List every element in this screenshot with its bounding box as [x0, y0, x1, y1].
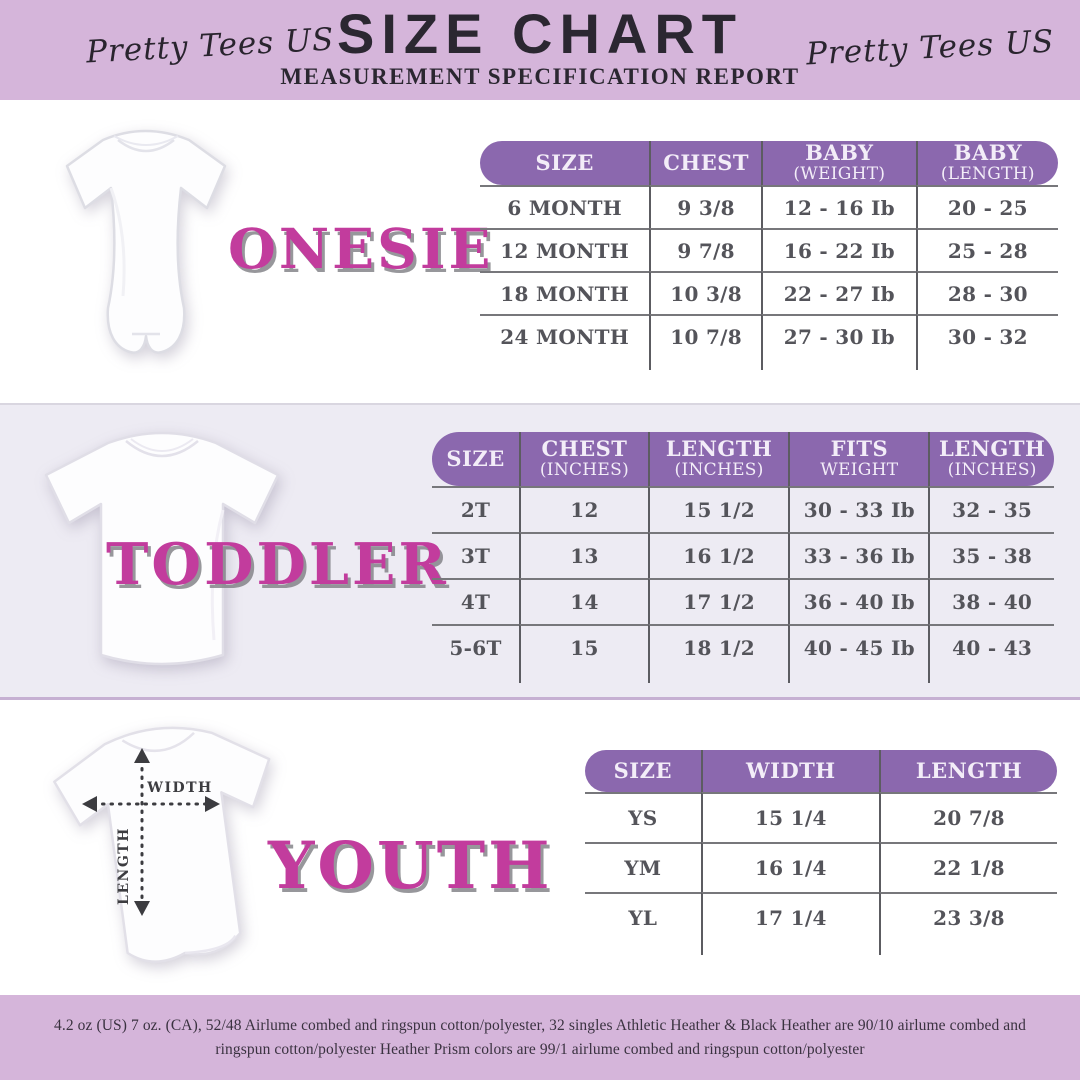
table-cell: 18 MONTH: [480, 271, 649, 314]
table-cell: 16 1/4: [701, 842, 879, 892]
table-cell: 28 - 30: [916, 271, 1058, 314]
onesie-table: [480, 141, 1058, 370]
onesie-label: ONESIE: [228, 216, 494, 281]
table-cell: 20 7/8: [879, 792, 1057, 842]
table-cell: 40 - 45 Ib: [788, 624, 928, 670]
table-header-cell: SIZE: [535, 149, 594, 175]
table-header-cell: BABY (LENGTH): [916, 141, 1058, 185]
table-cell: 17 1/4: [701, 892, 879, 942]
table-cell: 40 - 43: [928, 624, 1054, 670]
footer-banner: [0, 995, 1080, 1080]
table-cell: 10 3/8: [649, 271, 761, 314]
table-header-cell: CHEST: [649, 141, 761, 185]
youth-table: [585, 750, 1057, 956]
table-cell: 38 - 40: [928, 578, 1054, 624]
table-cell: 12: [519, 486, 648, 532]
header-banner: [0, 0, 1080, 100]
table-cell: 16 - 22 Ib: [761, 228, 916, 271]
table-cell: 2T: [432, 486, 519, 532]
table-cell: 15 1/4: [701, 792, 879, 842]
toddler-section: [0, 403, 1080, 697]
table-cell: YS: [585, 792, 701, 842]
table-header-cell: SIZE: [613, 757, 672, 783]
toddler-label: TODDLER: [106, 531, 449, 598]
table-cell: 17 1/2: [648, 578, 789, 624]
table-cell: 24 MONTH: [480, 314, 649, 357]
table-cell: 25 - 28: [916, 228, 1058, 271]
table-cell: 15: [519, 624, 648, 670]
table-header-cell: LENGTH: [879, 750, 1057, 792]
table-header-cell: LENGTH (INCHES): [928, 432, 1054, 486]
table-cell: 32 - 35: [928, 486, 1054, 532]
table-cell: 16 1/2: [648, 532, 789, 578]
table-cell: 30 - 32: [916, 314, 1058, 357]
table-cell: YM: [585, 842, 701, 892]
table-cell: 9 7/8: [649, 228, 761, 271]
table-cell: YL: [585, 892, 701, 942]
brand-script-right: Pretty Tees US: [805, 23, 1056, 73]
table-cell: 27 - 30 Ib: [761, 314, 916, 357]
table-cell: 20 - 25: [916, 185, 1058, 228]
table-cell: 35 - 38: [928, 532, 1054, 578]
table-cell: 30 - 33 Ib: [788, 486, 928, 532]
table-cell: 33 - 36 Ib: [788, 532, 928, 578]
footer-note-line2: ringspun cotton/polyester Heather Prism colors are 99/1 airlume combed and ringspun cotton/polyester: [215, 1040, 865, 1058]
table-header-cell: CHEST (INCHES): [519, 432, 648, 486]
youth-section: [0, 697, 1080, 995]
table-cell: 22 - 27 Ib: [761, 271, 916, 314]
table-cell: 9 3/8: [649, 185, 761, 228]
table-header-cell: FITS WEIGHT: [788, 432, 928, 486]
youth-label: YOUTH: [268, 828, 553, 904]
width-label: WIDTH: [147, 780, 213, 796]
page-title: SIZE CHART: [337, 2, 743, 65]
footer-note-line1: 4.2 oz (US) 7 oz. (CA), 52/48 Airlume combed and ringspun cotton/polyester, 32 singles Athletic Heather & Black Heather are 90/10 airlume combed and: [54, 1016, 1026, 1034]
table-cell: 3T: [432, 532, 519, 578]
table-cell: 12 - 16 Ib: [761, 185, 916, 228]
toddler-table: [432, 432, 1054, 683]
table-cell: 13: [519, 532, 648, 578]
length-label: LENGTH: [116, 827, 132, 905]
table-header-cell: WIDTH: [701, 750, 879, 792]
table-cell: 6 MONTH: [480, 185, 649, 228]
table-cell: 23 3/8: [879, 892, 1057, 942]
table-header-cell: SIZE: [446, 445, 505, 471]
table-cell: 10 7/8: [649, 314, 761, 357]
table-cell: 15 1/2: [648, 486, 789, 532]
table-header-cell: LENGTH (INCHES): [648, 432, 789, 486]
brand-script-left: Pretty Tees US: [85, 21, 336, 71]
page-subtitle: MEASUREMENT SPECIFICATION REPORT: [280, 64, 800, 89]
table-cell: 4T: [432, 578, 519, 624]
onesie-section: [0, 100, 1080, 403]
table-header-cell: BABY (WEIGHT): [761, 141, 916, 185]
table-cell: 12 MONTH: [480, 228, 649, 271]
table-cell: 22 1/8: [879, 842, 1057, 892]
table-cell: 18 1/2: [648, 624, 789, 670]
table-cell: 14: [519, 578, 648, 624]
table-cell: 5-6T: [432, 624, 519, 670]
table-cell: 36 - 40 Ib: [788, 578, 928, 624]
